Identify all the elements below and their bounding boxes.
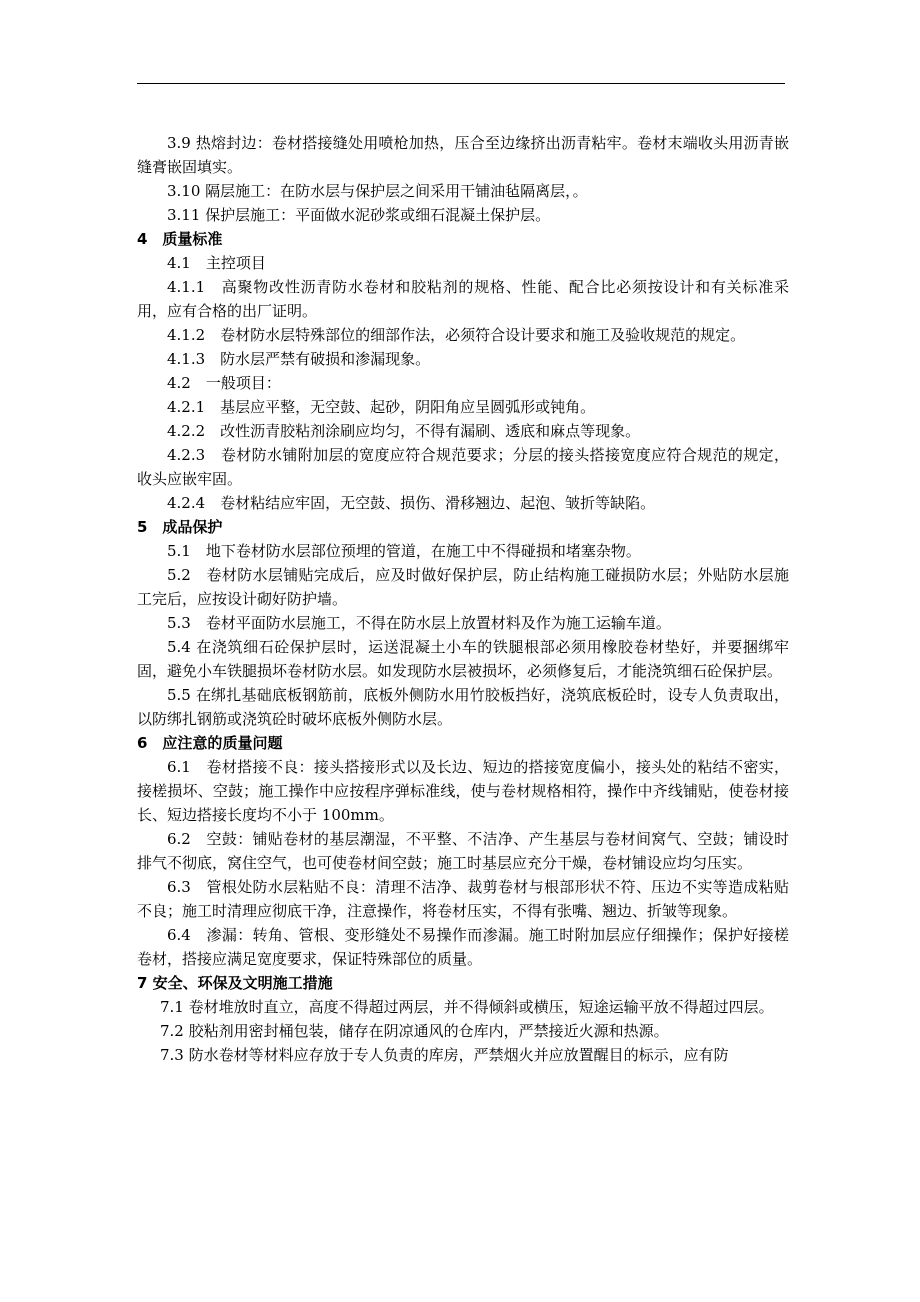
paragraph: 6.1 卷材搭接不良：接头搭接形式以及长边、短边的搭接宽度偏小，接头处的粘结不密实，接槎损坏、空鼓；施工操作中应按程序弹标准线，使与卷材规格相符，操作中齐线铺贴，使卷材接长、短边搭接长度均不小于 100mm。	[137, 758, 789, 824]
paragraph: 3.9 热熔封边：卷材搭接缝处用喷枪加热，压合至边缘挤出沥青粘牢。卷材末端收头用沥青嵌缝膏嵌固填实。	[137, 134, 789, 176]
paragraph: 4.1.2 卷材防水层特殊部位的细部作法，必须符合设计要求和施工及验收规范的规定。	[167, 326, 746, 344]
paragraph: 5.1 地下卷材防水层部位预埋的管道，在施工中不得碰损和堵塞杂物。	[167, 542, 641, 560]
paragraph: 4.2 一般项目：	[167, 374, 281, 392]
paragraph: 3.11 保护层施工：平面做水泥砂浆或细石混凝土保护层。	[167, 206, 551, 224]
paragraph: 5.4 在浇筑细石砼保护层时，运送混凝土小车的铁腿根部必须用橡胶卷材垫好，并要捆绑牢固，避免小车铁腿损坏卷材防水层。如发现防水层被损坏，必须修复后，才能浇筑细石砼保护层。	[137, 638, 789, 680]
paragraph: 5.3 卷材平面防水层施工，不得在防水层上放置材料及作为施工运输车道。	[167, 614, 671, 632]
paragraph: 4.2.3 卷材防水铺附加层的宽度应符合规范要求；分层的接头搭接宽度应符合规范的规定，收头应嵌牢固。	[137, 446, 789, 488]
document-body	[137, 131, 789, 1067]
section-heading: 5 成品保护	[137, 518, 223, 536]
paragraph: 4.1.3 防水层严禁有破损和渗漏现象。	[167, 350, 431, 368]
section-heading: 6 应注意的质量问题	[137, 734, 283, 752]
paragraph: 5.5 在绑扎基础底板钢筋前，底板外侧防水用竹胶板挡好，浇筑底板砼时，设专人负责取出，以防绑扎钢筋或浇筑砼时破坏底板外侧防水层。	[137, 686, 789, 728]
paragraph: 7.1 卷材堆放时直立，高度不得超过两层，并不得倾斜或横压，短途运输平放不得超过四层。	[160, 998, 774, 1016]
paragraph: 6.3 管根处防水层粘贴不良：清理不洁净、裁剪卷材与根部形状不符、压边不实等造成粘贴不良；施工时清理应彻底干净，注意操作，将卷材压实，不得有张嘴、翘边、折皱等现象。	[137, 878, 789, 920]
paragraph: 6.4 渗漏：转角、管根、变形缝处不易操作而渗漏。施工时附加层应仔细操作；保护好接槎卷材，搭接应满足宽度要求，保证特殊部位的质量。	[137, 926, 789, 968]
paragraph: 3.10 隔层施工：在防水层与保护层之间采用干铺油毡隔离层，。	[167, 182, 588, 200]
paragraph: 4.2.2 改性沥青胶粘剂涂刷应均匀，不得有漏刷、透底和麻点等现象。	[167, 422, 641, 440]
paragraph: 6.2 空鼓：铺贴卷材的基层潮湿，不平整、不洁净、产生基层与卷材间窝气、空鼓；铺设时排气不彻底，窝住空气，也可使卷材间空鼓；施工时基层应充分干燥，卷材铺设应均匀压实。	[137, 830, 789, 872]
paragraph: 4.1 主控项目	[167, 254, 266, 272]
section-heading: 4 质量标准	[137, 230, 223, 248]
paragraph: 4.2.4 卷材粘结应牢固，无空鼓、损伤、滑移翘边、起泡、皱折等缺陷。	[167, 494, 656, 512]
section-heading: 7 安全、环保及文明施工措施	[137, 974, 333, 992]
paragraph: 7.2 胶粘剂用密封桶包装，储存在阴凉通风的仓库内，严禁接近火源和热源。	[160, 1022, 669, 1040]
paragraph: 7.3 防水卷材等材料应存放于专人负责的库房，严禁烟火并应放置醒目的标示，应有防	[160, 1046, 729, 1064]
header-rule	[137, 83, 785, 84]
paragraph: 4.2.1 基层应平整，无空鼓、起砂，阴阳角应呈圆弧形或钝角。	[167, 398, 596, 416]
paragraph: 5.2 卷材防水层铺贴完成后，应及时做好保护层，防止结构施工碰损防水层；外贴防水层施工完后，应按设计砌好防护墙。	[137, 566, 789, 608]
paragraph: 4.1.1 高聚物改性沥青防水卷材和胶粘剂的规格、性能、配合比必须按设计和有关标准采用，应有合格的出厂证明。	[137, 278, 789, 320]
